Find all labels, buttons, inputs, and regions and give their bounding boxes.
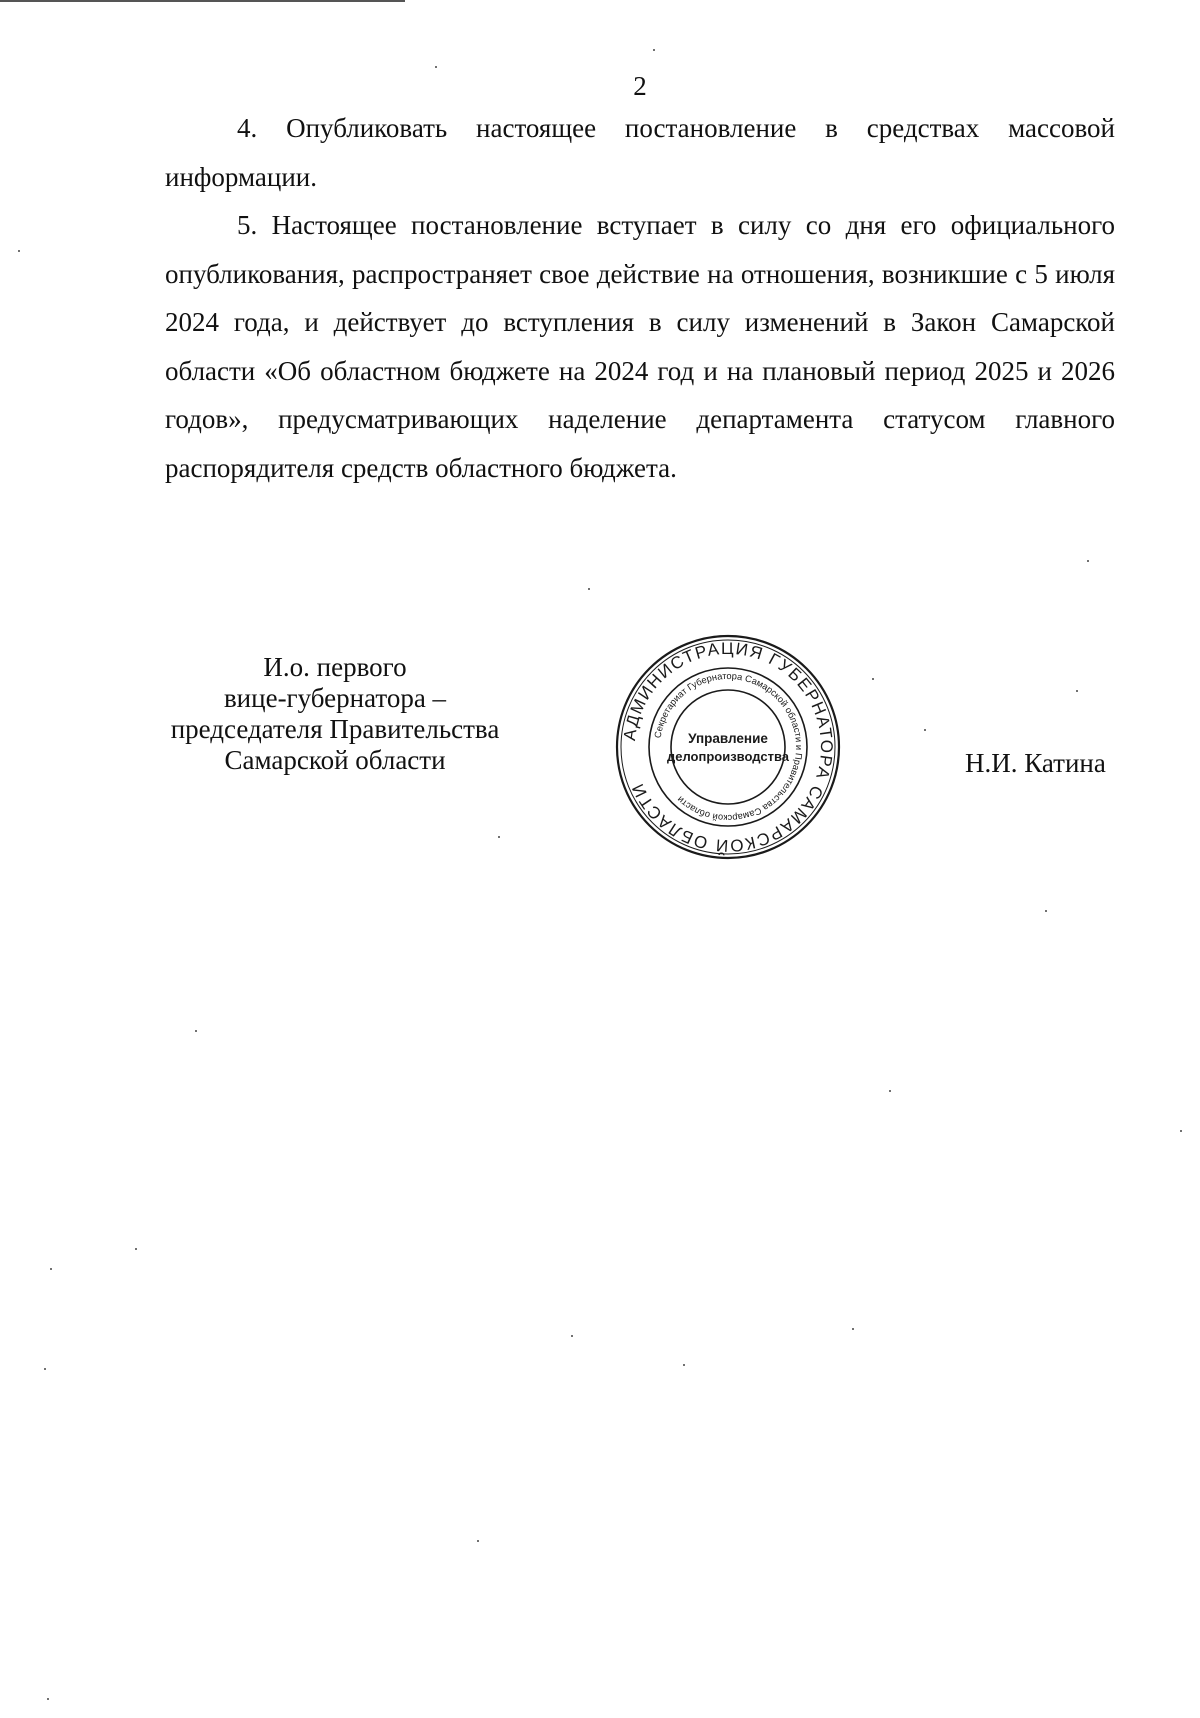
scan-speck bbox=[653, 49, 655, 51]
scan-speck bbox=[44, 1368, 46, 1370]
official-seal bbox=[614, 633, 842, 861]
paragraph-4: 4. Опубликовать настоящее постановление в средствах массовой информации. bbox=[165, 113, 1115, 192]
scan-speck bbox=[588, 588, 590, 590]
signatory-position-line: председателя Правительства bbox=[170, 714, 500, 744]
signatory-name: Н.И. Катина bbox=[965, 748, 1106, 778]
scan-speck bbox=[571, 1335, 573, 1337]
seal-inner-ring bbox=[671, 690, 785, 804]
seal-center-line: делопроизводства bbox=[666, 749, 790, 764]
scan-speck bbox=[435, 66, 437, 68]
scan-speck bbox=[872, 678, 874, 680]
scan-speck bbox=[1076, 690, 1078, 692]
scan-speck bbox=[18, 250, 20, 252]
scan-speck bbox=[683, 1364, 685, 1366]
scan-speck bbox=[1045, 910, 1047, 912]
page-number: 2 bbox=[633, 71, 647, 101]
seal-outer-ring bbox=[617, 636, 839, 858]
signatory-position-line: Самарской области bbox=[224, 745, 446, 775]
scan-speck bbox=[195, 1030, 197, 1032]
signatory-position-line: И.о. первого bbox=[263, 652, 407, 682]
paragraph-5: 5. Настоящее постановление вступает в силу со дня его официального опубликования, распространяет свое действие на отношения, возникшие с 5 июля 2024 года, и действует до вступления в силу изменений в Закон Самарской области «Об областном бюджете на 2024 год и на плановый период 2025 и 2026 годов», предусматривающих наделение департамента статусом главного распорядителя средств областного бюджета. bbox=[165, 210, 1115, 483]
top-rule bbox=[0, 0, 405, 2]
signatory-position-line: вице-губернатора – bbox=[223, 683, 447, 713]
scan-speck bbox=[477, 1540, 479, 1542]
scan-speck bbox=[852, 1328, 854, 1330]
scan-speck bbox=[1087, 560, 1089, 562]
scan-speck bbox=[924, 729, 926, 731]
scan-speck bbox=[50, 1268, 52, 1270]
signatory-position bbox=[150, 652, 520, 776]
seal-inner-text: Секретариат Губернатора Самарской области и Правительства Самарской области bbox=[652, 670, 805, 824]
seal-center-line: Управление bbox=[688, 731, 768, 746]
scan-speck bbox=[498, 836, 500, 838]
seal-outer-text: АДМИНИСТРАЦИЯ ГУБЕРНАТОРА САМАРСКОЙ ОБЛАСТИ bbox=[620, 638, 837, 856]
scan-speck bbox=[889, 1090, 891, 1092]
scan-speck bbox=[135, 1248, 137, 1250]
seal-middle-ring bbox=[649, 668, 807, 826]
document-body bbox=[165, 104, 1115, 492]
scan-speck bbox=[47, 1698, 49, 1700]
scan-speck bbox=[1180, 1130, 1182, 1132]
